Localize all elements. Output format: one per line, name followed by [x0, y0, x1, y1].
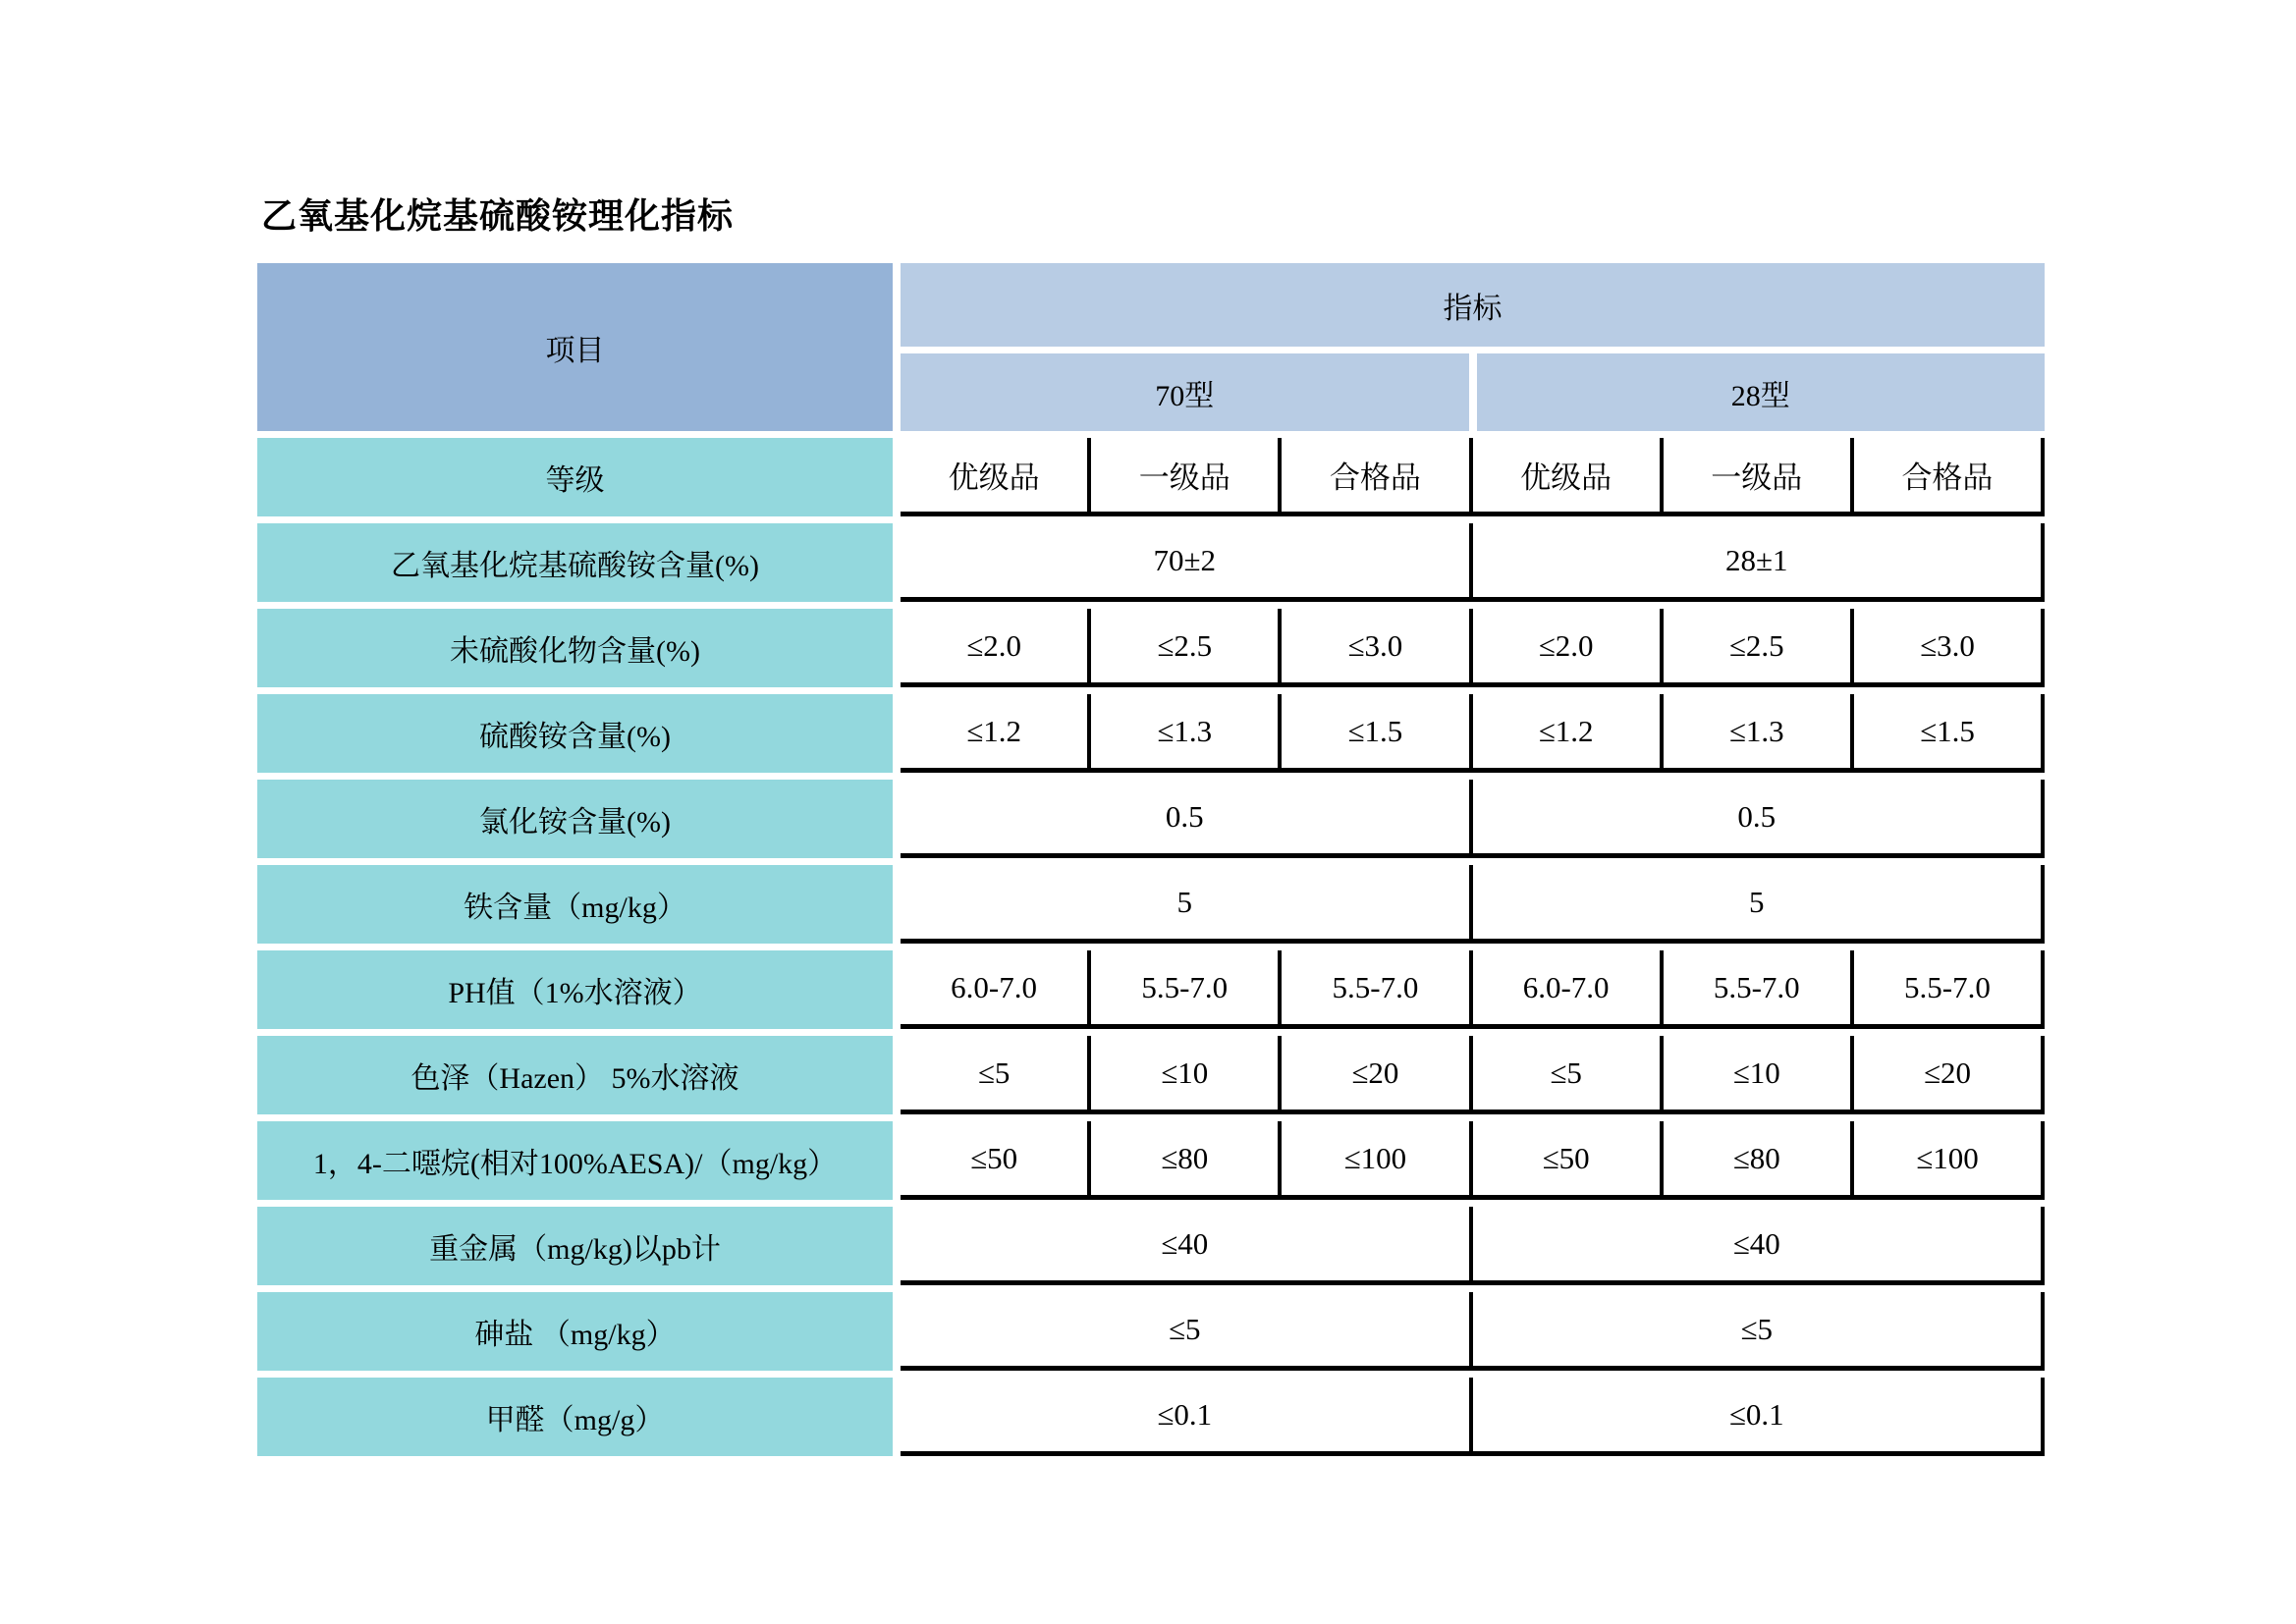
row-cells [901, 865, 2045, 944]
table-row [257, 1121, 2045, 1200]
value-cell: ≤50 [1473, 1121, 1664, 1200]
value-cell: 28±1 [1473, 523, 2046, 602]
value-cell: 5.5-7.0 [1854, 950, 2045, 1029]
header-indicator-cell: 指标 [901, 263, 2045, 347]
grade-cell: 优级品 [1473, 438, 1664, 516]
table-row [257, 1378, 2045, 1456]
value-cell: ≤80 [1091, 1121, 1282, 1200]
row-cells [901, 1207, 2045, 1285]
row-cells [901, 1121, 2045, 1200]
value-cell: ≤40 [901, 1207, 1473, 1285]
table-row [257, 780, 2045, 858]
value-cell: ≤10 [1091, 1036, 1282, 1114]
page-title: 乙氧基化烷基硫酸铵理化指标 [261, 196, 735, 236]
value-cell: ≤100 [1854, 1121, 2045, 1200]
row-label: 铁含量（mg/kg） [257, 865, 893, 944]
value-cell: 0.5 [1473, 780, 2046, 858]
value-cell: ≤2.5 [1091, 609, 1282, 687]
value-cell: ≤100 [1282, 1121, 1472, 1200]
value-cell: 5.5-7.0 [1282, 950, 1472, 1029]
header-type-70-cell: 70型 [901, 353, 1469, 431]
row-label: 乙氧基化烷基硫酸铵含量(%) [257, 523, 893, 602]
grade-cell: 一级品 [1664, 438, 1854, 516]
value-cell: 70±2 [901, 523, 1473, 602]
value-cell: 5 [901, 865, 1473, 944]
value-cell: ≤10 [1664, 1036, 1854, 1114]
value-cell: ≤40 [1473, 1207, 2046, 1285]
row-cells [901, 523, 2045, 602]
value-cell: ≤1.2 [1473, 694, 1664, 773]
row-cells [901, 1292, 2045, 1371]
table-row [257, 523, 2045, 602]
table-row [257, 694, 2045, 773]
value-cell: ≤2.5 [1664, 609, 1854, 687]
header-type-row [901, 353, 2045, 431]
row-cells [901, 950, 2045, 1029]
value-cell: ≤1.5 [1282, 694, 1472, 773]
value-cell: ≤1.3 [1664, 694, 1854, 773]
table-row [257, 1292, 2045, 1371]
value-cell: ≤20 [1282, 1036, 1472, 1114]
value-cell: ≤0.1 [901, 1378, 1473, 1456]
value-cell: 5.5-7.0 [1664, 950, 1854, 1029]
value-cell: ≤5 [1473, 1292, 2046, 1371]
row-cells [901, 1378, 2045, 1456]
row-cells [901, 438, 2045, 516]
table-row [257, 609, 2045, 687]
row-cells [901, 609, 2045, 687]
table-row [257, 865, 2045, 944]
value-cell: ≤0.1 [1473, 1378, 2046, 1456]
row-cells [901, 780, 2045, 858]
value-cell: ≤20 [1854, 1036, 2045, 1114]
row-label: 砷盐 （mg/kg） [257, 1292, 893, 1371]
table-header-row [257, 263, 2045, 431]
grade-cell: 合格品 [1282, 438, 1472, 516]
value-cell: ≤80 [1664, 1121, 1854, 1200]
table-row [257, 1207, 2045, 1285]
spec-table [257, 263, 2045, 1463]
value-cell: ≤3.0 [1282, 609, 1472, 687]
value-cell: ≤3.0 [1854, 609, 2045, 687]
row-cells [901, 1036, 2045, 1114]
row-label: PH值（1%水溶液） [257, 950, 893, 1029]
row-label: 等级 [257, 438, 893, 516]
value-cell: ≤1.5 [1854, 694, 2045, 773]
value-cell: ≤1.3 [1091, 694, 1282, 773]
value-cell: 6.0-7.0 [1473, 950, 1664, 1029]
header-indicator-group [901, 263, 2045, 431]
row-label: 1，4-二噁烷(相对100%AESA)/（mg/kg） [257, 1121, 893, 1200]
value-cell: 0.5 [901, 780, 1473, 858]
value-cell: ≤5 [1473, 1036, 1664, 1114]
grade-cell: 优级品 [901, 438, 1091, 516]
row-label: 氯化铵含量(%) [257, 780, 893, 858]
row-label: 色泽（Hazen） 5%水溶液 [257, 1036, 893, 1114]
value-cell: ≤5 [901, 1036, 1091, 1114]
value-cell: 6.0-7.0 [901, 950, 1091, 1029]
row-label: 重金属（mg/kg)以pb计 [257, 1207, 893, 1285]
table-row [257, 950, 2045, 1029]
header-type-28-cell: 28型 [1477, 353, 2046, 431]
value-cell: ≤5 [901, 1292, 1473, 1371]
row-label: 未硫酸化物含量(%) [257, 609, 893, 687]
row-cells [901, 694, 2045, 773]
row-label: 硫酸铵含量(%) [257, 694, 893, 773]
value-cell: ≤2.0 [1473, 609, 1664, 687]
grade-cell: 合格品 [1854, 438, 2045, 516]
grade-cell: 一级品 [1091, 438, 1282, 516]
header-item-cell: 项目 [257, 263, 893, 431]
value-cell: ≤2.0 [901, 609, 1091, 687]
value-cell: ≤1.2 [901, 694, 1091, 773]
value-cell: 5 [1473, 865, 2046, 944]
table-row-grade [257, 438, 2045, 516]
value-cell: ≤50 [901, 1121, 1091, 1200]
table-row [257, 1036, 2045, 1114]
row-label: 甲醛（mg/g） [257, 1378, 893, 1456]
value-cell: 5.5-7.0 [1091, 950, 1282, 1029]
